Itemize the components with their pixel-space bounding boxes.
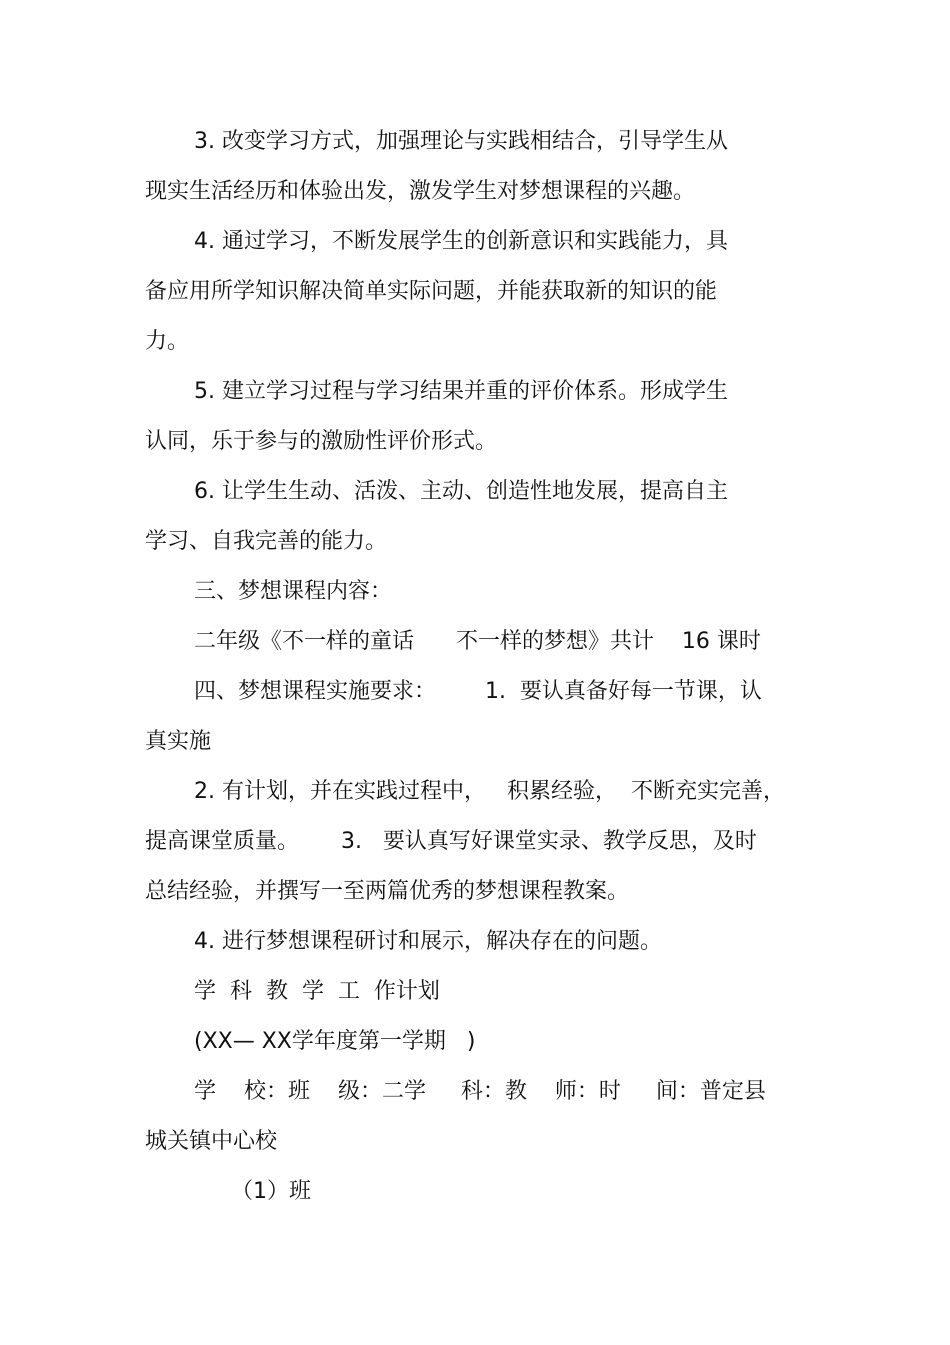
info-line: 学 校：班 级：二学 科：教 师：时 间：普定县	[194, 1079, 766, 1104]
paragraph-line: 6. 让学生生动、活泼、主动、创造性地发展，提高自主	[194, 479, 728, 504]
paragraph-line: 4. 进行梦想课程研讨和展示，解决存在的问题。	[194, 929, 662, 954]
section-heading: 四、梦想课程实施要求： 1. 要认真备好每一节课，认	[194, 679, 762, 704]
paragraph-line: 力。	[145, 329, 190, 354]
paragraph-line: 备应用所学知识解决简单实际问题，并能获取新的知识的能	[145, 279, 718, 304]
paragraph-line: 学习、自我完善的能力。	[145, 529, 388, 554]
paragraph-line: 二年级《不一样的童话 不一样的梦想》共计 16 课时	[194, 629, 761, 654]
info-line: （1）班	[231, 1179, 311, 1204]
plan-subtitle: (XX— XX学年度第一学期 )	[194, 1029, 476, 1054]
paragraph-line: 3. 改变学习方式，加强理论与实践相结合，引导学生从	[194, 129, 728, 154]
paragraph-line: 现实生活经历和体验出发，激发学生对梦想课程的兴趣。	[145, 179, 696, 204]
paragraph-line: 提高课堂质量。 3. 要认真写好课堂实录、教学反思，及时	[145, 829, 757, 854]
paragraph-line: 真实施	[145, 729, 212, 754]
paragraph-line: 4. 通过学习，不断发展学生的创新意识和实践能力，具	[194, 229, 728, 254]
paragraph-line: 总结经验，并撰写一至两篇优秀的梦想课程教案。	[145, 879, 630, 904]
paragraph-line: 认同，乐于参与的激励性评价形式。	[145, 429, 498, 454]
plan-title: 学 科 教 学 工 作计划	[194, 979, 440, 1004]
info-line: 城关镇中心校	[145, 1129, 278, 1154]
paragraph-line: 5. 建立学习过程与学习结果并重的评价体系。形成学生	[194, 379, 728, 404]
section-heading: 三、梦想课程内容：	[194, 579, 393, 604]
paragraph-line: 2. 有计划，并在实践过程中， 积累经验， 不断充实完善，	[194, 779, 785, 804]
